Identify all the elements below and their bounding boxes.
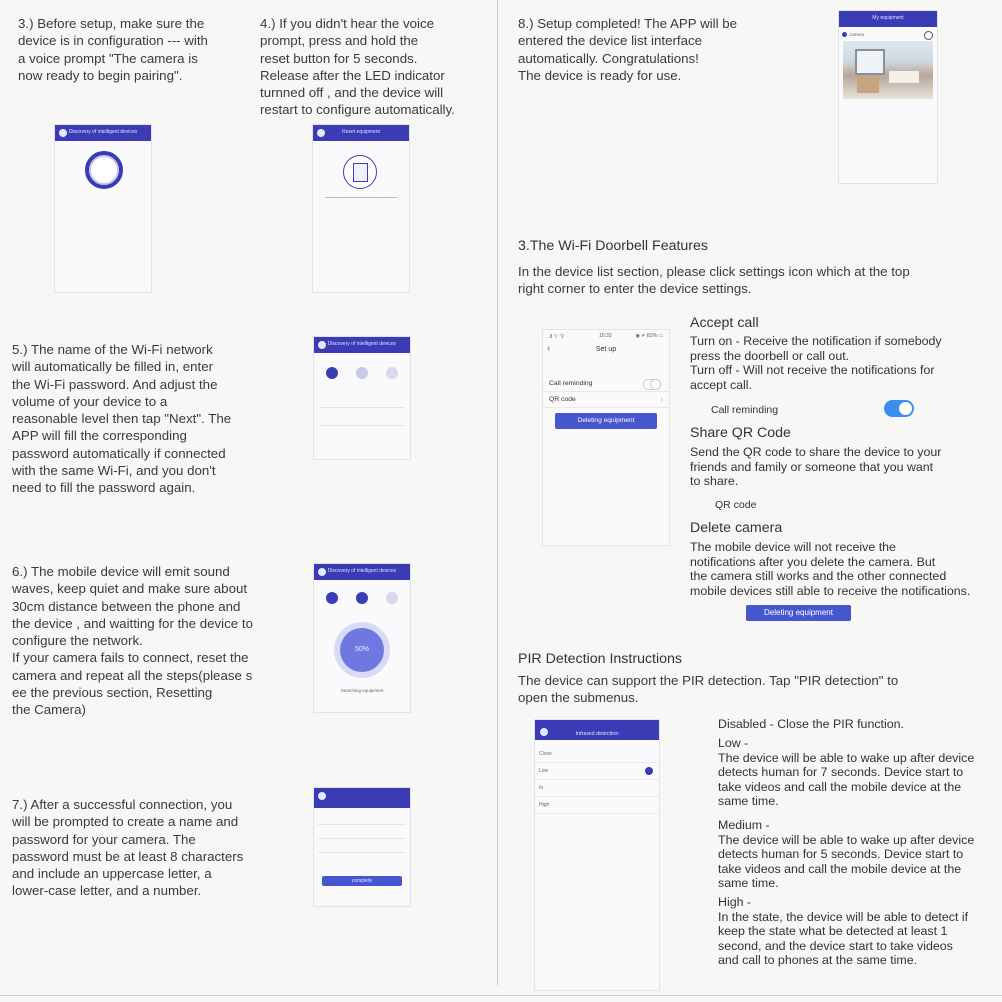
app-header-title: Discovery of intelligent devices [327, 568, 397, 574]
features-intro: In the device list section, please click settings icon which at the top right corner to enter the device settings. [518, 264, 910, 297]
phone-reset-screen [312, 124, 410, 293]
step-dot-icon [326, 367, 338, 379]
delete-camera-heading: Delete camera [690, 520, 783, 536]
step3-text: 3.) Before setup, make sure the device is in configuration --- with a voice prompt "The camera is now ready to begin pairing". [18, 16, 208, 83]
call-reminding-toggle-large[interactable] [884, 400, 914, 417]
accept-call-text: Turn on - Receive the notification if somebody press the doorbell or call out. Turn off - Will not receive the notifications for accept call. [690, 334, 942, 392]
app-header-title: Discovery of intelligent devices [327, 341, 397, 347]
app-header-bar [314, 337, 410, 353]
step-dot-icon [356, 367, 368, 379]
call-reminding-label: Call reminding [711, 404, 779, 416]
pir-low-text: Low - The device will be able to wake up after device detects human for 7 seconds. Device start to take videos and call the mobile device at the same time. [718, 736, 975, 809]
pir-high-text: High - In the state, the device will be able to detect if keep the state what be detected at least 1 second, and the device start to take videos and call to phones at the same time. [718, 895, 969, 968]
progress-circle: 50% [340, 628, 384, 672]
confirm-password-field[interactable] [318, 852, 406, 853]
app-header-title: Reset equipment [342, 129, 380, 135]
share-qr-heading: Share QR Code [690, 425, 791, 441]
accept-call-heading: Accept call [690, 315, 759, 331]
hint-line [325, 197, 397, 198]
complete-button[interactable]: complete [322, 876, 402, 886]
deleting-equipment-button-large[interactable]: Deleting equipment [746, 605, 851, 621]
deleting-equipment-button[interactable]: Deleting equipment [555, 413, 657, 429]
step-dot-icon [386, 592, 398, 604]
step-dot-icon [356, 592, 368, 604]
status-bar-right: ◉ ✔ 81% ▭ [635, 333, 663, 339]
app-header-title: Infrared detection [575, 731, 619, 737]
wifi-password-field[interactable] [320, 425, 404, 426]
pir-option-close[interactable]: Close [535, 746, 659, 763]
searching-caption: Searching equipment [340, 688, 384, 693]
back-chevron-icon[interactable]: ‹ [547, 343, 551, 354]
app-header-bar [535, 720, 659, 740]
app-header-bar [313, 125, 409, 141]
wifi-name-field[interactable] [320, 407, 404, 408]
status-bar-left: ..ll ⌔ 令 [547, 334, 565, 340]
qr-code-label: QR code [715, 499, 757, 511]
phone-discovery-screen [54, 124, 152, 293]
step8-text: 8.) Setup completed! The APP will be entered the device list interface automatically. Congratulations! The device is ready for use. [518, 16, 738, 83]
features-heading: 3.The Wi-Fi Doorbell Features [518, 238, 709, 254]
chevron-right-icon: › [660, 395, 663, 404]
back-icon[interactable] [318, 792, 326, 800]
status-time: 10:33 [599, 333, 612, 339]
pir-medium-text: Medium - The device will be able to wake up after device detects human for 5 seconds. Device start to take videos and call the mobile device at the same time. [718, 818, 975, 891]
app-header-title: My equipment [872, 15, 904, 21]
step-dot-icon [326, 592, 338, 604]
step4-text: 4.) If you didn't hear the voice prompt, press and hold the reset button for 5 seconds. Release after the LED indicator turnned off , and the device will restart to configure automatically. [260, 16, 455, 118]
app-header-bar [314, 564, 410, 580]
pir-intro: The device can support the PIR detection. Tap "PIR detection" to open the submenus. [518, 673, 899, 706]
qr-code-row[interactable] [543, 392, 669, 408]
phone-wifi-screen [313, 336, 411, 460]
checkmark-icon [645, 767, 653, 775]
app-header-bar [55, 125, 151, 141]
phone-searching-screen [313, 563, 411, 713]
bottom-rule [0, 995, 1002, 996]
step-dot-icon [386, 367, 398, 379]
app-header-bar [839, 11, 937, 27]
camera-dot-icon [842, 32, 847, 37]
phone-infrared-screen [534, 719, 660, 991]
pir-option-in[interactable]: In [535, 780, 659, 797]
phone-setup-screen [542, 329, 670, 546]
share-qr-text: Send the QR code to share the device to your friends and family or someone that you want to share. [690, 445, 942, 489]
call-reminding-toggle[interactable] [643, 379, 661, 390]
camera-preview-image[interactable] [843, 41, 933, 99]
step7-text: 7.) After a successful connection, you will be prompted to create a name and password for your camera. The password must be at least 8 characters and include an uppercase letter, a lower-case letter, and a number. [12, 797, 244, 899]
pir-option-low[interactable] [535, 763, 659, 780]
camera-tag: camera [849, 32, 865, 37]
pir-option-high[interactable]: High [535, 797, 659, 814]
step6-text: 6.) The mobile device will emit sound waves, keep quiet and make sure about 30cm distance between the phone and the device , and waitting for the device to configure the network. If your camera fails to connect, reset the camera and repeat all the steps(please s ee the previous section, Resetting the Camera) [12, 564, 253, 718]
reset-button-illustration-icon [343, 155, 377, 189]
column-divider [497, 0, 498, 985]
phone-password-screen [313, 787, 411, 907]
delete-camera-text: The mobile device will not receive the notifications after you delete the camera. But the camera still works and the other connected mobile devices still able to receive the notifications. [690, 540, 971, 598]
step5-text: 5.) The name of the Wi-Fi network will automatically be filled in, enter the Wi-Fi password. And adjust the volume of your device to a reasonable level then tap "Next". The APP will fill the corresponding password automatically if connected with the same Wi-Fi, and you don't need to fill the password again. [12, 342, 232, 496]
setup-title: Set up [595, 346, 617, 353]
pir-disabled-text: Disabled - Close the PIR function. [718, 717, 904, 731]
app-header-bar [314, 788, 410, 808]
pir-heading: PIR Detection Instructions [518, 651, 683, 667]
app-header-title: Discovery of intelligent devices [68, 129, 138, 135]
settings-gear-icon[interactable] [924, 31, 933, 40]
qr-code-row-label: QR code [549, 396, 576, 403]
call-reminding-row-label: Call reminding [549, 380, 593, 387]
pairing-ring-icon [85, 151, 123, 189]
phone-device-list-screen [838, 10, 938, 184]
call-reminding-row[interactable] [543, 376, 669, 392]
camera-name-field[interactable] [318, 824, 406, 825]
camera-password-field[interactable] [318, 838, 406, 839]
pir-option-low-label: Low [539, 768, 549, 774]
